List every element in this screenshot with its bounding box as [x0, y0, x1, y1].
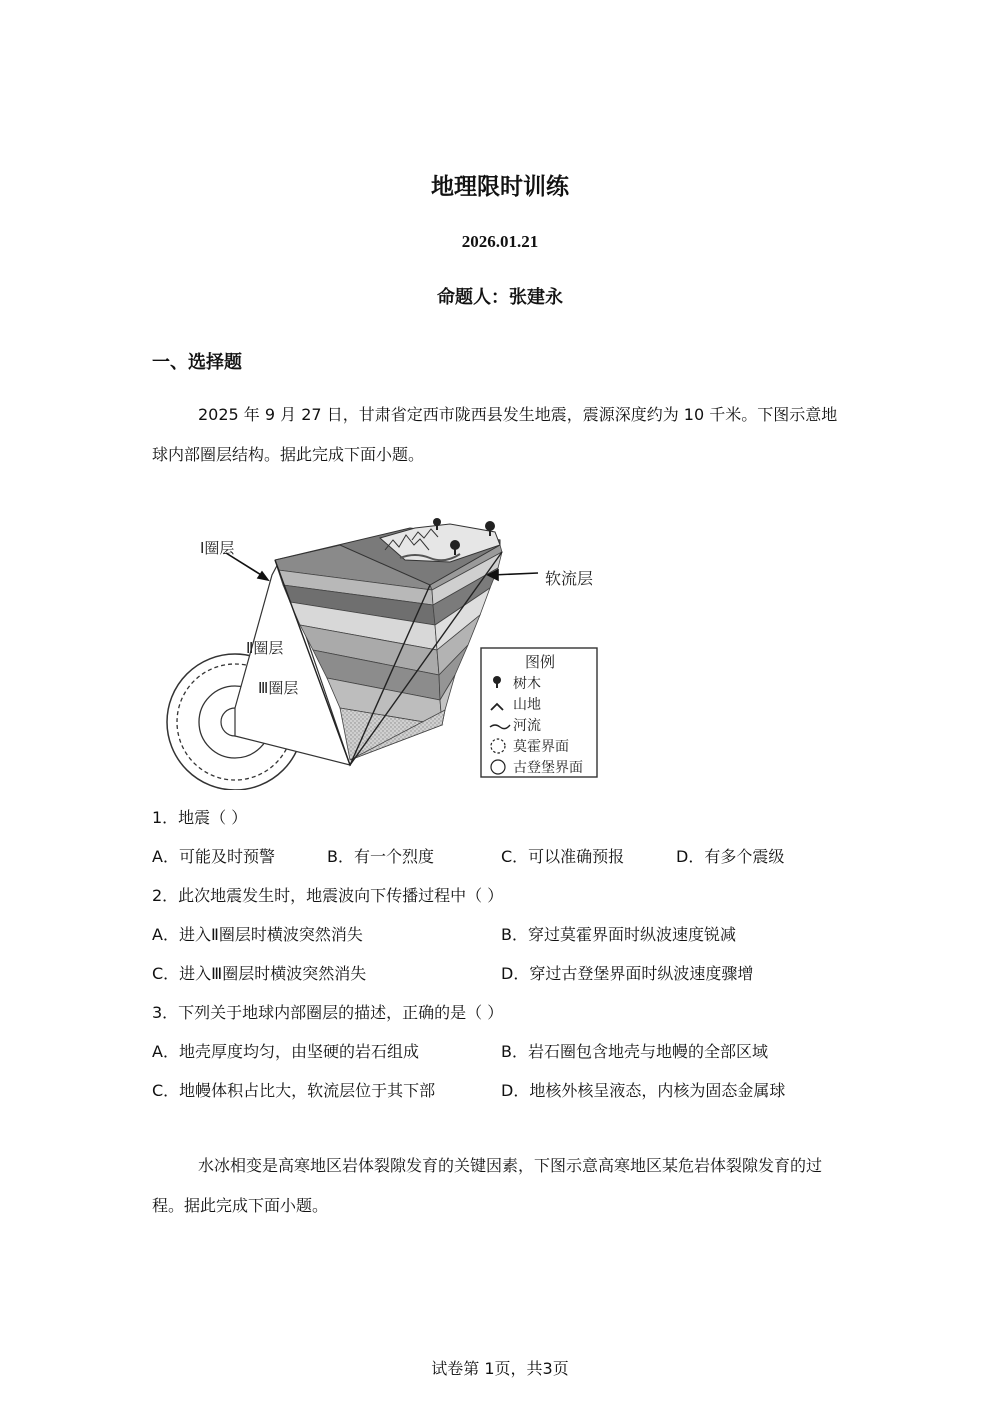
page-footer: 试卷第 1页，共3页 — [431, 1359, 569, 1378]
q2-option-b: B．穿过莫霍界面时纵波速度锐减 — [501, 925, 736, 944]
legend-title: 图例 — [525, 653, 556, 671]
q3-option-d: D．地核外核呈液态，内核为固态金属球 — [501, 1081, 786, 1100]
page-title: 地理限时训练 — [431, 174, 569, 200]
q1-option-c: C．可以准确预报 — [501, 847, 625, 866]
label-layer1: Ⅰ圈层 — [200, 539, 235, 557]
legend-item-moho: 莫霍界面 — [513, 739, 569, 755]
passage-2: 水冰相变是高寒地区岩体裂隙发育的关键因素，下图示意高寒地区某危岩体裂隙发育的过程。据此完成下面小题。 — [152, 1156, 823, 1215]
q2-option-c: C．进入Ⅲ圈层时横波突然消失 — [152, 964, 367, 983]
exam-date: 2026.01.21 — [461, 232, 539, 251]
q1-option-b: B．有一个烈度 — [327, 847, 434, 866]
passage-1: 2025 年 9 月 27 日，甘肃省定西市陇西县发生地震，震源深度约为 10 千米。下图示意地球内部圈层结构。据此完成下面小题。 — [152, 405, 838, 464]
q3-option-c: C．地幔体积占比大，软流层位于其下部 — [152, 1081, 436, 1100]
q3-option-b: B．岩石圈包含地壳与地幔的全部区域 — [501, 1042, 768, 1061]
label-layer2: Ⅱ圈层 — [246, 639, 284, 657]
legend-item-mountain: 山地 — [513, 697, 541, 713]
q2-option-a: A．进入Ⅱ圈层时横波突然消失 — [152, 925, 363, 944]
earth-structure-figure — [150, 510, 620, 794]
q3-option-a: A．地壳厚度均匀，由坚硬的岩石组成 — [152, 1042, 419, 1061]
legend-item-gutenberg: 古登堡界面 — [513, 760, 583, 776]
legend-item-tree: 树木 — [513, 676, 541, 692]
label-asthenosphere: 软流层 — [545, 569, 594, 588]
legend-box — [481, 648, 597, 777]
q1-option-a: A．可能及时预警 — [152, 847, 275, 866]
question-3-stem: 3．下列关于地球内部圈层的描述，正确的是（ ） — [152, 1003, 504, 1022]
section-heading: 一、选择题 — [152, 352, 242, 373]
q1-option-d: D．有多个震级 — [676, 847, 785, 866]
legend-item-river: 河流 — [513, 718, 541, 734]
question-2-stem: 2．此次地震发生时，地震波向下传播过程中（ ） — [152, 886, 504, 905]
q2-option-d: D．穿过古登堡界面时纵波速度骤增 — [501, 964, 754, 983]
question-1-stem: 1．地震（ ） — [152, 808, 248, 827]
author-line: 命题人：张建永 — [437, 287, 563, 308]
label-layer3: Ⅲ圈层 — [258, 679, 299, 697]
